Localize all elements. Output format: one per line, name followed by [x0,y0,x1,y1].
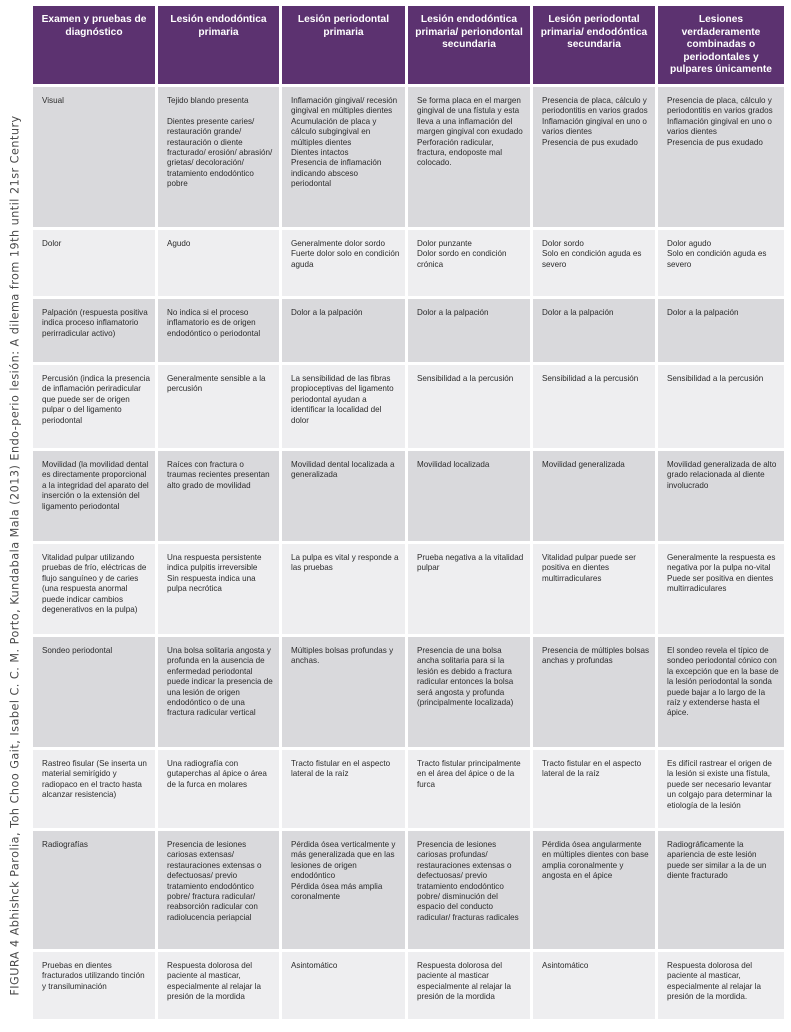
table-cell: Dolor punzante Dolor sordo en condición crónica [408,230,530,296]
header-cell-exam: Examen y pruebas de diagnóstico [33,6,155,84]
figure-caption [6,90,24,1020]
table-cell: Movilidad generalizada [533,451,655,541]
header-cell-perio-primary: Lesión periodontal primaria [282,6,405,84]
table-header [33,6,784,84]
header-cell-perio-endo-secondary: Lesión periodontal primaria/ endodóntica secundaria [533,6,655,84]
table-cell: Generalmente sensible a la percusión [158,365,279,448]
table-cell: Movilidad (la movilidad dental es directamente proporcional a la integridad del aparato del inserción o la extensión del ligamento periodontal [33,451,155,541]
table-cell: Presencia de múltiples bolsas anchas y profundas [533,637,655,747]
table-cell: Sensibilidad a la percusión [408,365,530,448]
table-cell: Presencia de placa, cálculo y periodontitis en varios grados Inflamación gingival en uno o varios dientes Presencia de pus exudado [658,87,784,227]
table-cell: Múltiples bolsas profundas y anchas. [282,637,405,747]
table-cell: Pruebas en dientes fracturados utilizando tinción y transiluminación [33,952,155,1019]
table-cell: Movilidad dental localizada a generalizada [282,451,405,541]
table-row [33,230,784,296]
table-cell: Dolor agudo Solo en condición aguda es severo [658,230,784,296]
table-cell: Se forma placa en el margen gingival de una fístula y esta lleva a una inflamación del margen gingival con exudado Perforación radicular, fractura, endoposte mal colocado. [408,87,530,227]
comparison-table [30,3,787,1022]
table-cell: Una radiografía con gutaperchas al ápice o área de la furca en molares [158,750,279,828]
table-cell: Rastreo fisular (Se inserta un material semirígido y radiopaco en el tracto hasta alcanzar resistencia) [33,750,155,828]
table-row [33,365,784,448]
header-row [33,6,784,84]
table-cell: Presencia de lesiones cariosas extensas/ restauraciones extensas o defectuosas/ previo tratamiento endodóntico pobre/ fractura radicular/ reabsorción radicular con radiolucencia periapcial [158,831,279,949]
table-cell: Presencia de placa, cálculo y periodontitis en varios grados Inflamación gingival en uno o varios dientes Presencia de pus exudado [533,87,655,227]
table-cell: Respuesta dolorosa del paciente al masticar, especialmente al relajar la presión de la mordida [158,952,279,1019]
table-cell: Pérdida ósea verticalmente y más generalizada que en las lesiones de origen endodóntico Pérdida ósea más amplia coronalmente [282,831,405,949]
table-row [33,750,784,828]
table-cell: Respuesta dolorosa del paciente al masticar especialmente al relajar la presión de la mordida [408,952,530,1019]
table-cell: El sondeo revela el típico de sondeo periodontal cónico con la excepción que en la base de la lesión periodontal la sonda puede bajar a lo largo de la raíz y extenderse hasta el ápice. [658,637,784,747]
figure-caption-text: FIGURA 4 Abhishck Parolia, Toh Choo Gait, Isabel C. C. M. Porto, Kundabala Mala (2013) Endo-perio lesión: A dilema from 19th until 21sr Century [8,114,22,996]
header-cell-combined: Lesiones verdaderamente combinadas o periodontales y pulpares únicamente [658,6,784,84]
table-cell: Dolor a la palpación [533,299,655,362]
table-cell: Vitalidad pulpar puede ser positiva en dientes multirradiculares [533,544,655,634]
table-cell: Sensibilidad a la percusión [533,365,655,448]
table-row [33,451,784,541]
header-cell-endo-primary: Lesión endodóntica primaria [158,6,279,84]
table-row [33,87,784,227]
table-row [33,831,784,949]
table-cell: Agudo [158,230,279,296]
table-cell: Sondeo periodontal [33,637,155,747]
table-cell: Dolor a la palpación [408,299,530,362]
table-cell: Raíces con fractura o traumas recientes presentan alto grado de movilidad [158,451,279,541]
table-row [33,952,784,1019]
table-cell: Vitalidad pulpar utilizando pruebas de frío, eléctricas de flujo sanguíneo y de caries (una respuesta anormal puede indicar cambios degenerativos en la pulpa) [33,544,155,634]
table-cell: Sensibilidad a la percusión [658,365,784,448]
table-cell: Generalmente la respuesta es negativa por la pulpa no-vital Puede ser positiva en dientes multirradiculares [658,544,784,634]
table-cell: Radiográficamente la apariencia de este lesión puede ser similar a la de un diente fracturado [658,831,784,949]
table-cell: Respuesta dolorosa del paciente al masticar, especialmente al relajar la presión de la mordida. [658,952,784,1019]
table-cell: Inflamación gingival/ recesión gingival en múltiples dientes Acumulación de placa y cálculo subgingival en múltiples dientes Dientes intactos Presencia de inflamación indicando absceso periodontal [282,87,405,227]
table-cell: Tejido blando presenta Dientes presente caries/ restauración grande/ restauración o diente fracturado/ erosión/ abrasión/ grietas/ decoloración/ tratamiento endodóntico pobre [158,87,279,227]
table-cell: Dolor sordo Solo en condición aguda es severo [533,230,655,296]
table-row [33,299,784,362]
table-row [33,637,784,747]
table-row [33,544,784,634]
table-cell: Movilidad generalizada de alto grado relacionada al diente involucrado [658,451,784,541]
table-cell: Dolor [33,230,155,296]
table-cell: Radiografías [33,831,155,949]
table-cell: Asintomático [282,952,405,1019]
table-cell: La pulpa es vital y responde a las pruebas [282,544,405,634]
table-cell: Generalmente dolor sordo Fuerte dolor solo en condición aguda [282,230,405,296]
table-body [33,87,784,1019]
table-cell: Asintomático [533,952,655,1019]
table-cell: Una respuesta persistente indica pulpitis irreversible Sin respuesta indica una pulpa necrótica [158,544,279,634]
table-cell: Pérdida ósea angularmente en múltiples dientes con base amplia coronalmente y angosta en el ápice [533,831,655,949]
table-cell: Tracto fistular principalmente en el área del ápice o de la furca [408,750,530,828]
table-cell: La sensibilidad de las fibras propioceptivas del ligamento periodontal ayudan a identificar la localidad del dolor [282,365,405,448]
table-cell: Dolor a la palpación [282,299,405,362]
table-cell: Tracto fistular en el aspecto lateral de la raíz [282,750,405,828]
table-cell: Visual [33,87,155,227]
table-cell: Es difícil rastrear el origen de la lesión si existe una fístula, puede ser necesario levantar un colgajo para determinar la etiología de la lesión [658,750,784,828]
table-cell: Palpación (respuesta positiva indica proceso inflamatorio perirradicular activo) [33,299,155,362]
table-cell: No indica si el proceso inflamatorio es de origen endodóntico o periodontal [158,299,279,362]
table-cell: Tracto fistular en el aspecto lateral de la raíz [533,750,655,828]
table-cell: Presencia de lesiones cariosas profundas/ restauraciones extensas o defectuosas/ previo tratamiento endodóntico pobre/ disminución del espacio del conducto radicular/ fracturas radicales [408,831,530,949]
table-cell: Movilidad localizada [408,451,530,541]
table-cell: Prueba negativa a la vitalidad pulpar [408,544,530,634]
table-cell: Dolor a la palpación [658,299,784,362]
table-cell: Una bolsa solitaria angosta y profunda en la ausencia de enfermedad periodontal puede indicar la presencia de una lesión de origen endodóntico o de una fractura radicular vertical [158,637,279,747]
header-cell-endo-perio-secondary: Lesión endodóntica primaria/ periondontal secundaria [408,6,530,84]
table-cell: Presencia de una bolsa ancha solitaria para si la lesión es debido a fractura radicular entonces la bolsa será angosta y profunda (principalmente localizada) [408,637,530,747]
table-cell: Percusión (indica la presencia de inflamación periradicular que puede ser de origen pulpar o del ligamento periodontal [33,365,155,448]
